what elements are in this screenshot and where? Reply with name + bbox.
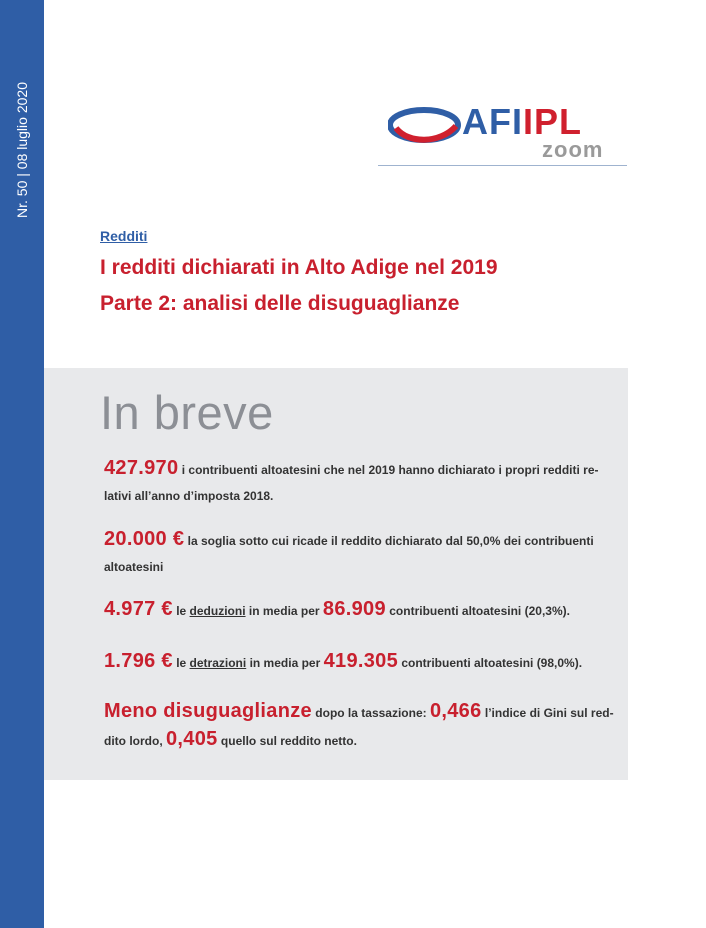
highlight-number: 4.977 € xyxy=(104,598,173,620)
keyword-link[interactable]: deduzioni xyxy=(189,604,246,618)
item-pre: le xyxy=(176,656,187,670)
summary-item xyxy=(104,596,619,624)
highlight-number: Meno disuguaglianze xyxy=(104,700,312,722)
summary-item xyxy=(104,526,619,580)
item-mid: in media per xyxy=(249,656,321,670)
item-text: contribuenti altoatesini (98,0%). xyxy=(401,656,583,670)
item-pre: le xyxy=(176,604,187,618)
highlight-number: 1.796 € xyxy=(104,650,173,672)
summary-heading: In breve xyxy=(100,386,274,439)
page-title-line2: Parte 2: analisi delle disuguaglianze xyxy=(100,292,460,315)
page-title-line1: I redditi dichiarati in Alto Adige nel 2019 xyxy=(100,256,498,279)
highlight-number-2: 419.305 xyxy=(323,650,398,672)
item-pre: dopo la tassazione: xyxy=(315,706,427,720)
section-link[interactable]: Redditi xyxy=(100,228,148,244)
item-text: quello sul reddito netto. xyxy=(220,734,357,748)
highlight-number: 427.970 xyxy=(104,457,179,479)
highlight-number-2: 86.909 xyxy=(322,598,386,620)
item-text: la soglia sotto cui ricade il reddito dichiarato dal 50,0% dei contribuenti altoatesini xyxy=(104,534,594,574)
logo-divider xyxy=(378,165,627,166)
item-mid: in media per xyxy=(248,604,320,618)
keyword-link[interactable]: detrazioni xyxy=(189,656,247,670)
summary-item xyxy=(104,698,619,754)
logo-ipl: IPL xyxy=(523,101,583,142)
issue-number: Nr. 50 | 08 luglio 2020 xyxy=(14,82,30,218)
logo-wordmark xyxy=(462,101,583,142)
highlight-number-2: 0,466 xyxy=(429,700,482,722)
item-mid: l’indice di Gini sul red-dito lordo, xyxy=(104,706,614,748)
summary-item xyxy=(104,648,619,676)
item-text: contribuenti altoatesini (20,3%). xyxy=(389,604,570,618)
sidebar-band xyxy=(0,0,44,928)
highlight-number-3: 0,405 xyxy=(166,728,218,750)
summary-item xyxy=(104,455,619,509)
item-text: i contribuenti altoatesini che nel 2019 hanno dichiarato i propri redditi re-lativi all’anno d’imposta 2018. xyxy=(104,463,599,503)
logo-zoom: zoom xyxy=(542,137,604,162)
logo-afi: AFI xyxy=(462,101,523,142)
highlight-number: 20.000 € xyxy=(104,528,185,550)
